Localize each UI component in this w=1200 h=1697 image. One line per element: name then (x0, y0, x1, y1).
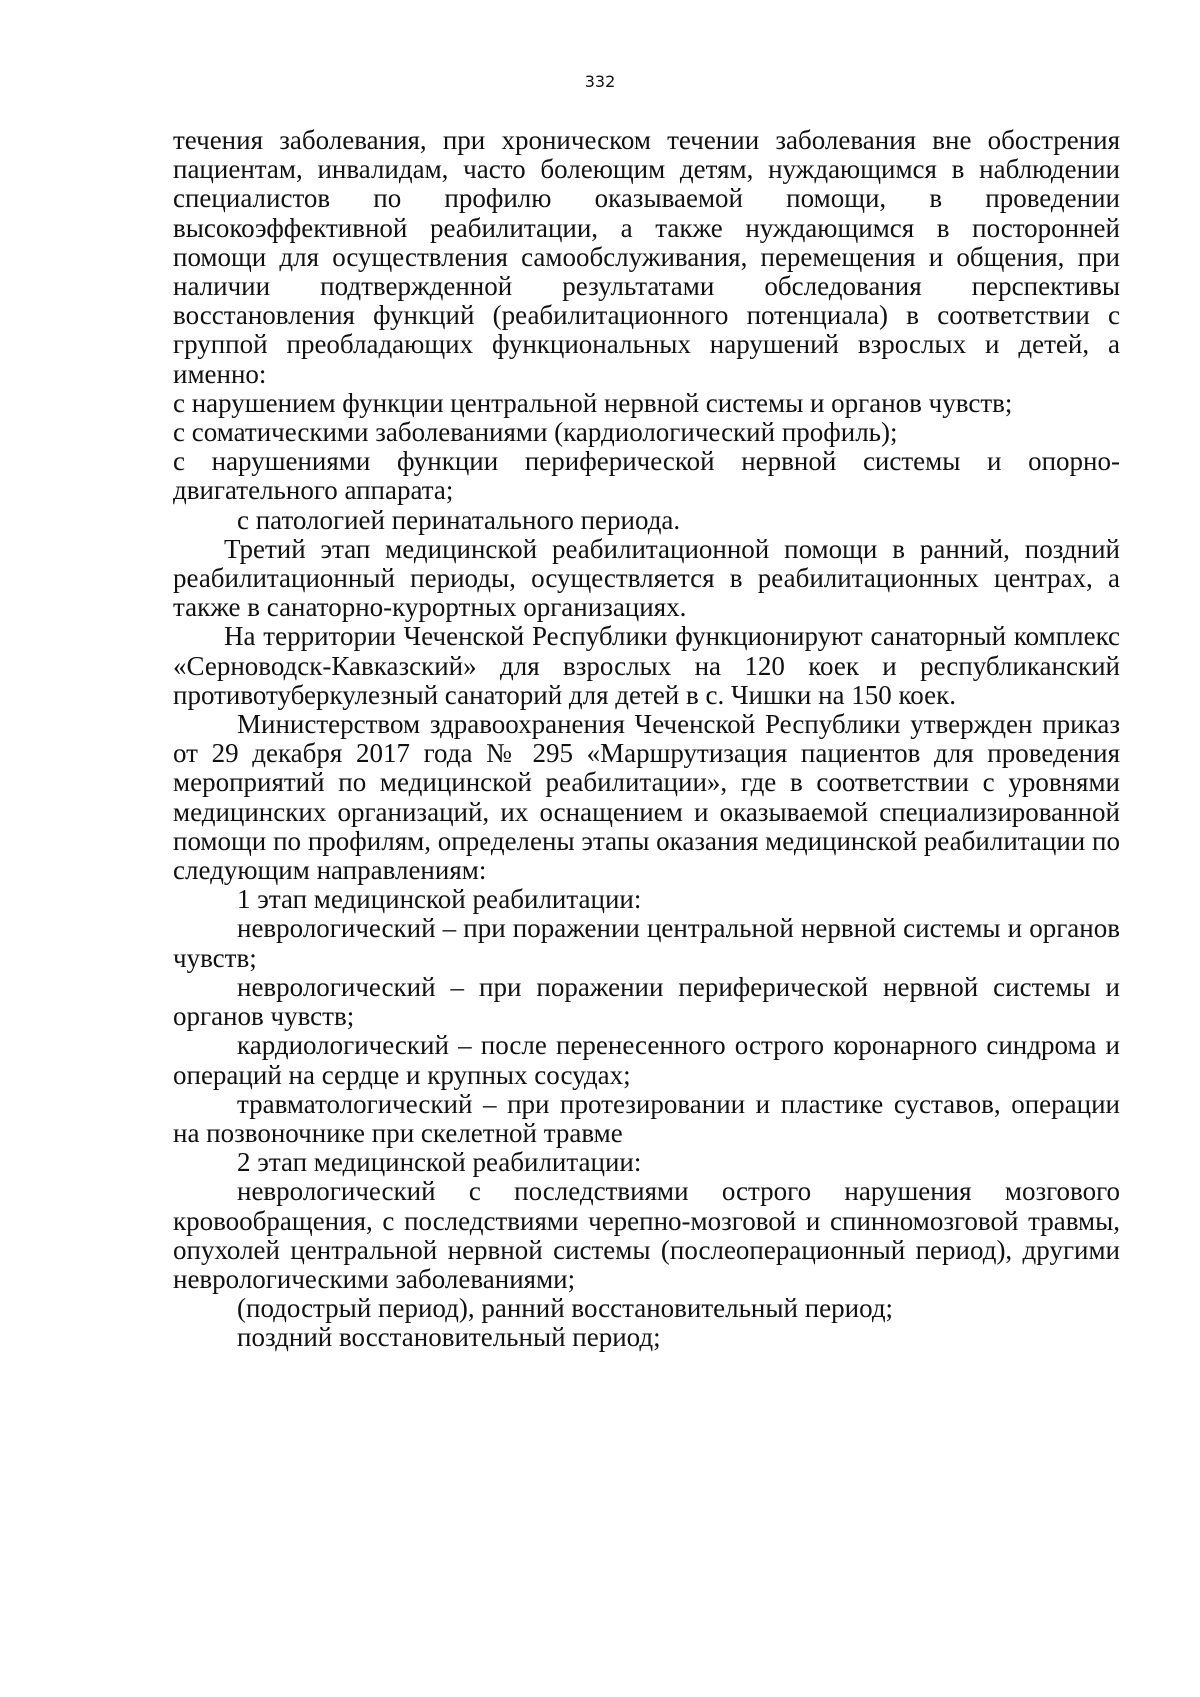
list-item-neuro-cns: неврологический – при поражении центральной нервной системы и органов чувств; (173, 913, 1120, 973)
heading-stage-1: 1 этап медицинской реабилитации: (237, 884, 642, 915)
list-item-traumatology: травматологический – при протезировании и пластике суставов, операции на позвоночнике при скелетной травме (173, 1088, 1120, 1148)
paragraph-ministry-order: Министерством здравоохранения Чеченской Республики утвержден приказ от 29 декабря 2017 года № 295 «Маршрутизация пациентов для проведения мероприятий по медицинской реабилитации», где в соответствии с уровнями медицинских организаций, их оснащением и оказываемой специализированной помощи по профилям, определены этапы оказания медицинской реабилитации по следующим направлениям: (173, 709, 1120, 886)
list-item-subacute-period: (подострый период), ранний восстановительный период; (237, 1293, 894, 1324)
page-number: 332 (584, 72, 616, 91)
list-item-somatic-diseases: с соматическими заболеваниями (кардиологический профиль); (173, 417, 898, 448)
heading-stage-2: 2 этап медицинской реабилитации: (237, 1147, 642, 1178)
list-item-cardiology: кардиологический – после перенесенного острого коронарного синдрома и операций на сердце и крупных сосудах; (173, 1030, 1120, 1090)
list-item-perinatal-pathology: с патологией перинатального периода. (237, 504, 681, 535)
list-item-neuro-stroke: неврологический с последствиями острого нарушения мозгового кровообращения, с последствиями черепно-мозговой и спинномозговой травмы, опухолей центральной нервной системы (послеоперационный период), другими неврологическими заболеваниями; (173, 1176, 1120, 1294)
paragraph-rehab-criteria: течения заболевания, при хроническом течении заболевания вне обострения пациентам, инвалидам, часто болеющим детям, нуждающимся в наблюдении специалистов по профилю оказываемой помощи, в проведении высокоэффективной реабилитации, а также нуждающимся в посторонней помощи для осуществления самообслуживания, перемещения и общения, при наличии подтвержденной результатами обследования перспективы восстановления функций (реабилитационного потенциала) в соответствии с группой преобладающих функциональных нарушений взрослых и детей, а именно: (173, 125, 1120, 389)
list-item-cns-disorders: с нарушением функции центральной нервной системы и органов чувств; (173, 387, 1013, 418)
list-item-late-recovery: поздний восстановительный период; (237, 1322, 661, 1353)
paragraph-third-stage: Третий этап медицинской реабилитационной помощи в ранний, поздний реабилитационный периоды, осуществляется в реабилитационных центрах, а также в санаторно-курортных организациях. (173, 533, 1120, 623)
list-item-neuro-peripheral: неврологический – при поражении периферической нервной системы и органов чувств; (173, 971, 1120, 1032)
paragraph-sanatoriums: На территории Чеченской Республики функционируют санаторный комплекс «Серноводск-Кавказский» для взрослых на 120 коек и республиканский противотуберкулезный санаторий для детей в с. Чишки на 150 коек. (173, 621, 1120, 710)
document-body (173, 126, 1120, 1353)
list-item-peripheral-musculoskeletal: с нарушениями функции периферической нервной системы и опорно-двигательного аппарата; (173, 446, 1120, 506)
